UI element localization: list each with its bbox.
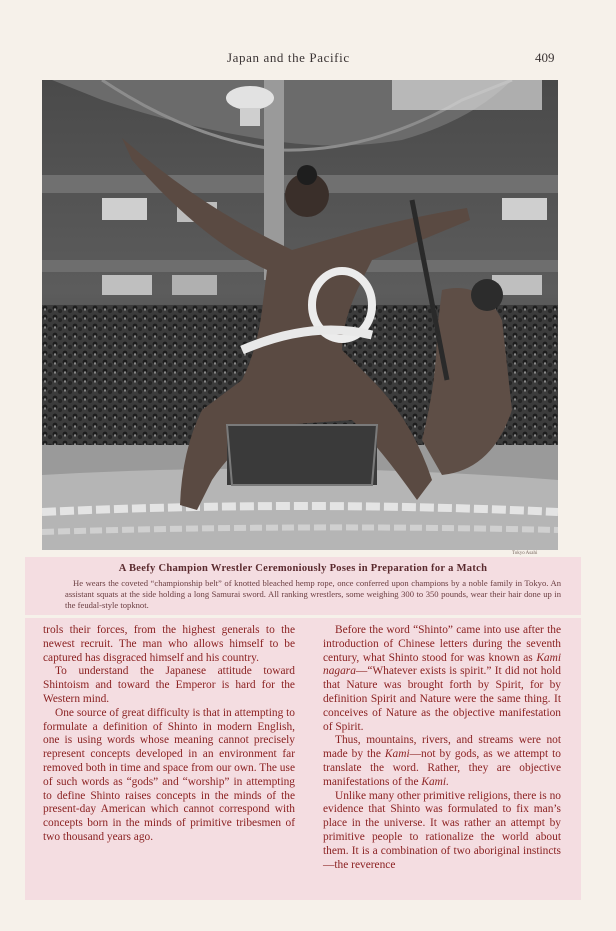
photo-credit: Tokyo Asahi [512,551,538,556]
italic-term: Kami [384,748,410,761]
left-column [43,624,295,845]
article-body [25,618,581,900]
paragraph [323,624,561,734]
italic-term: Kami. [421,775,449,788]
photo-caption [25,557,581,615]
sumo-wrestler-photo [42,80,558,550]
italic-term: Kami nagara [323,651,561,678]
paragraph: To understand the Japanese attitude toward Shintoism and toward the Emperor is hard for the Western mind. [43,665,295,705]
paragraph: Unlike many other primitive religions, there is no evidence that Shinto was formulated to fix man’s place in the universe. It was rather an attempt by primitive people to rationalize the world about them. It is a combination of two aboriginal instincts—the reverence [323,789,561,871]
running-title: Japan and the Pacific [227,50,350,65]
caption-body: He wears the coveted “championship belt” of knotted bleached hemp rope, once conferred upon champions by a noble family in Tokyo. An assistant squats at the side holding a long Samurai sword. All ranking wrestlers, some weighing 300 to 350 pounds, wear their hair done up in the feudal-style topknot. [65,578,561,610]
page-number: 409 [535,50,555,65]
text-run: —“Whatever exists is spirit.” It did not hold that Nature was brought forth by Spirit, for by definition Spirit and Nature were the same thing. It conceives of Nature as the objective manifestation of Spirit. [323,665,561,733]
caption-title: A Beefy Champion Wrestler Ceremoniously Poses in Preparation for a Match [118,563,488,574]
paragraph: One source of great difficulty is that in attempting to formulate a definition of Shinto in modern English, one is using words whose meaning cannot precisely represent concepts developed in an environment far removed both in time and space from our own. The use of such words as “gods” and “worship” in attempting to define Shinto raises concepts in the minds of the present-day American which cannot correspond with concepts born in the minds of primitive tribesmen of two thousand years ago. [43,706,295,843]
right-column [323,624,561,872]
page-header [0,50,616,70]
paragraph: trols their forces, from the highest generals to the newest recruit. The man who allows himself to be captured has disgraced himself and his country. [43,624,295,664]
paragraph [323,734,561,789]
text-run: —not by gods, as we attempt to translate the word. Rather, they are objective manifestations of the [323,748,561,788]
text-run: Thus, mountains, rivers, and streams were not made by the [323,734,561,761]
text-run: Before the word “Shinto” came into use after the introduction of Chinese letters during the seventh century, what Shinto stood for was known as [323,624,561,664]
